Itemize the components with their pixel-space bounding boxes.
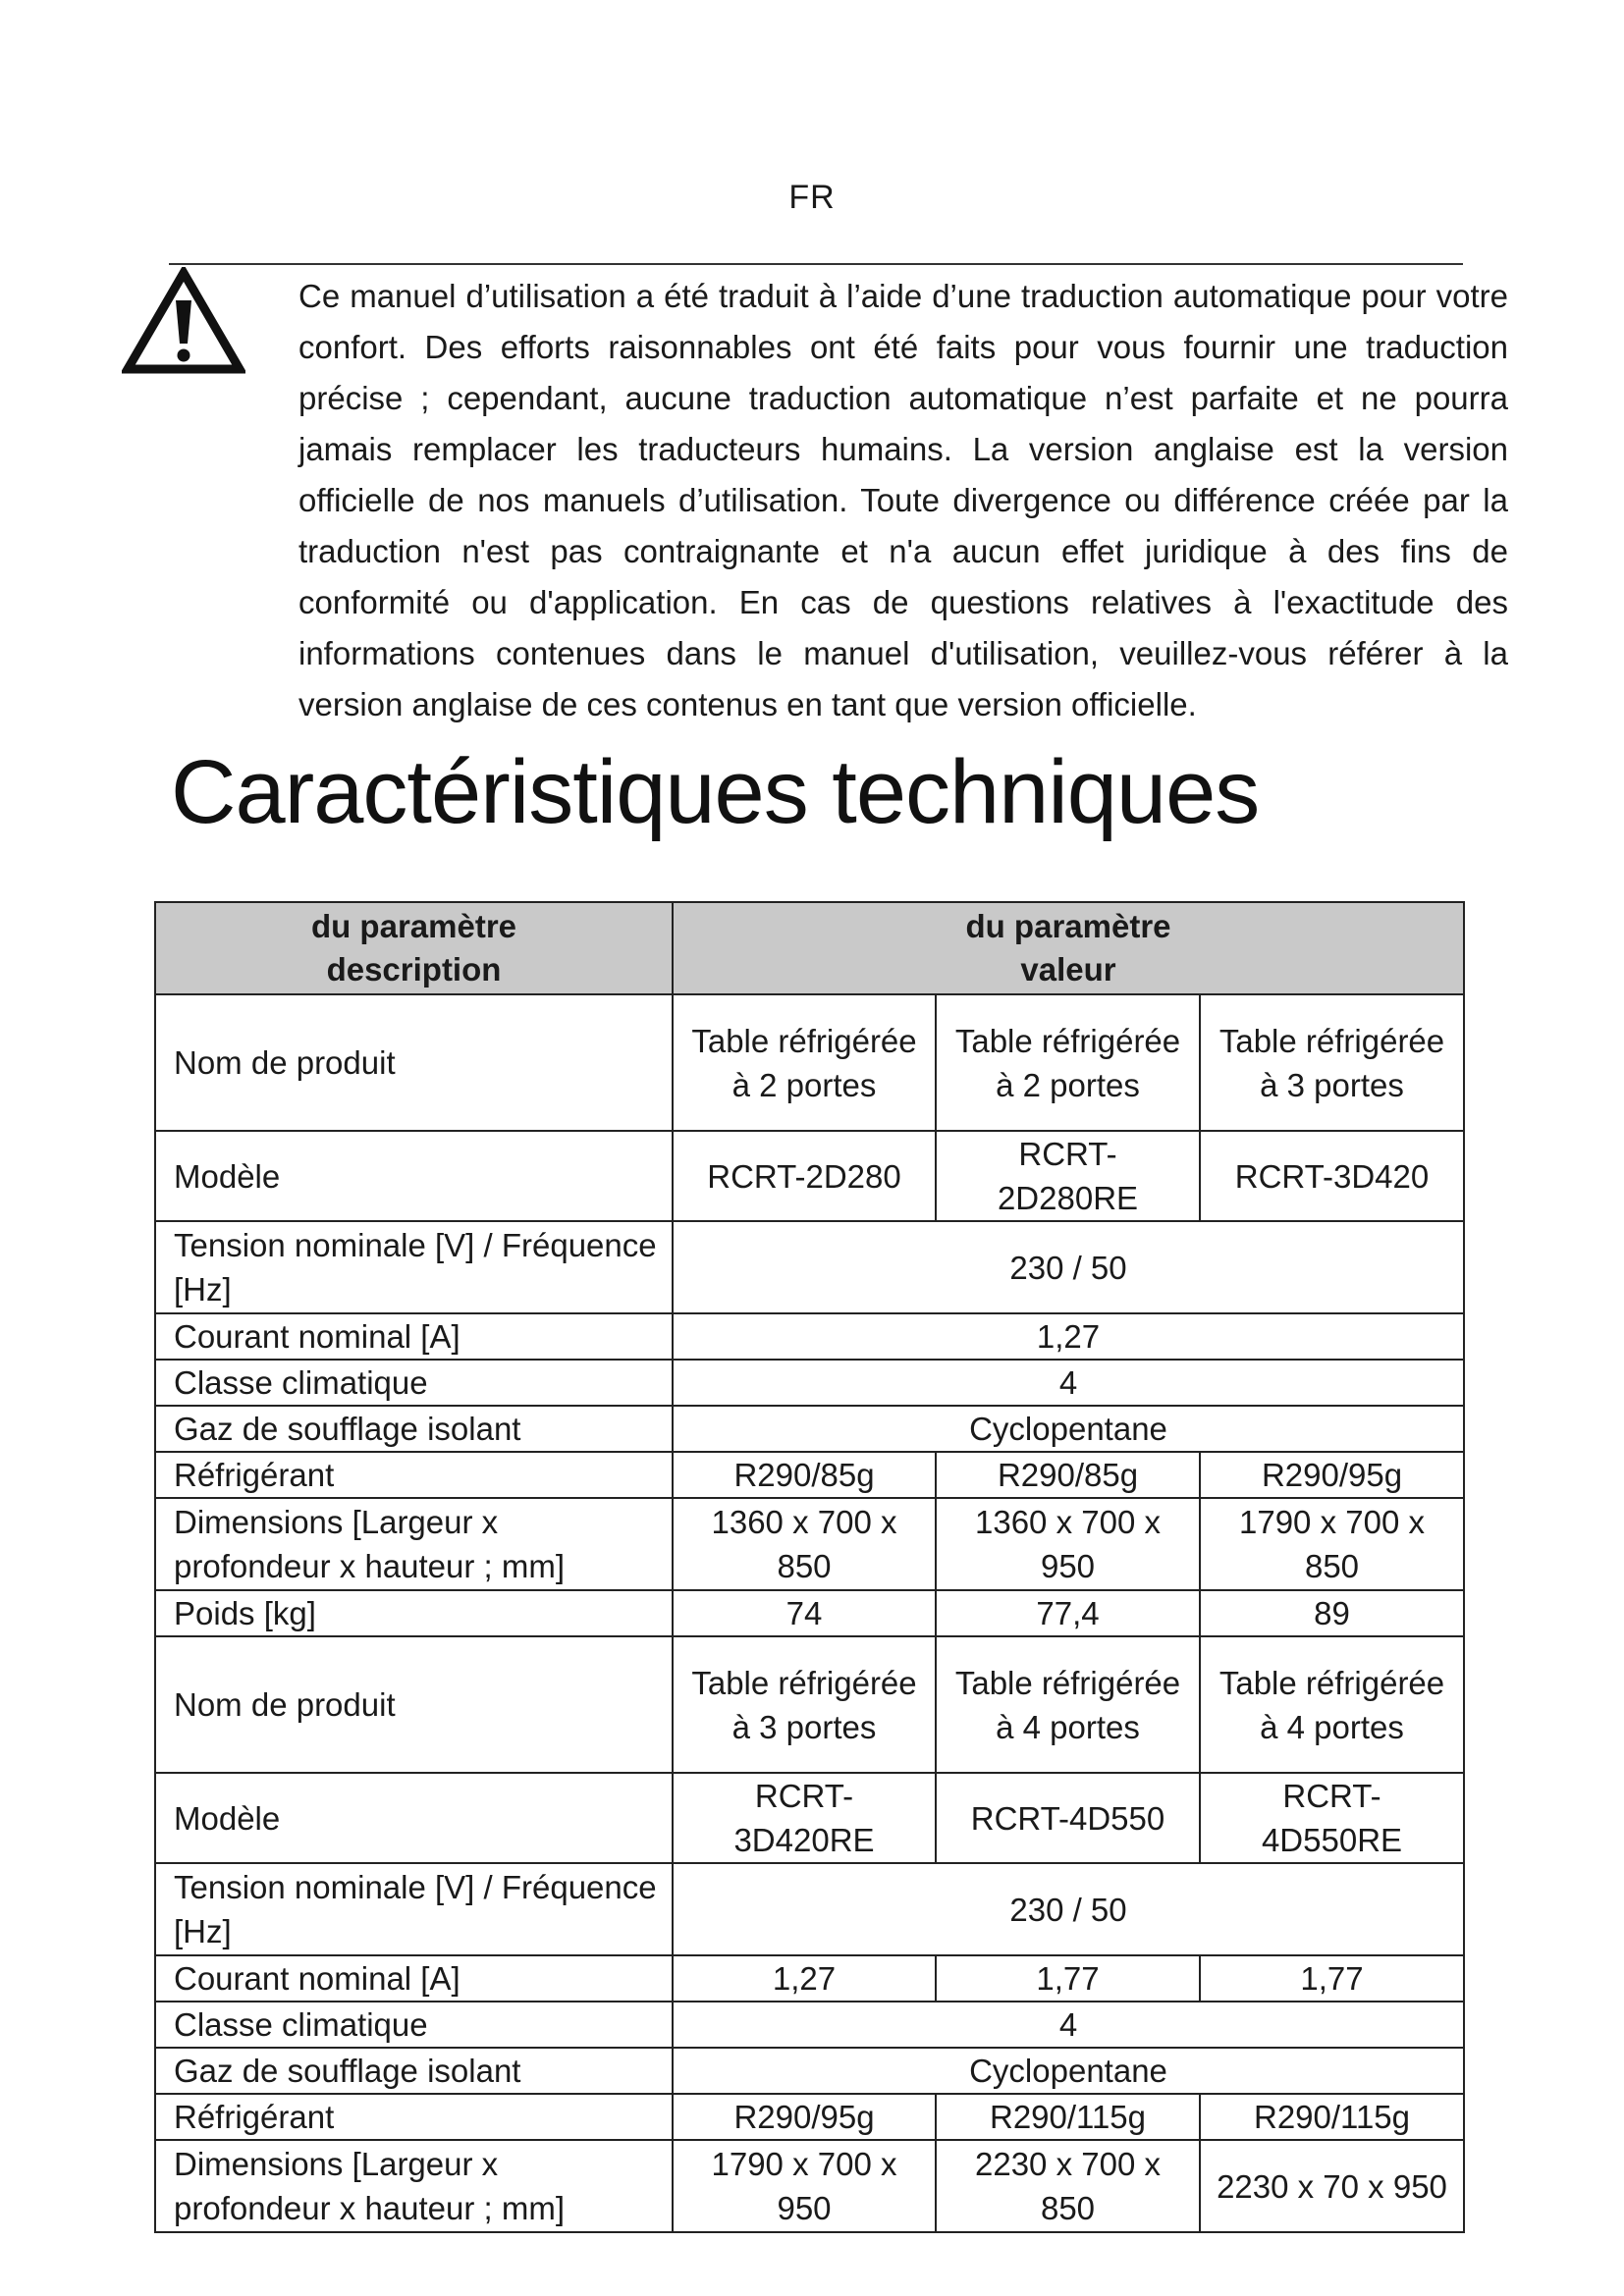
table-cell: Table réfrigérée à 3 portes: [1200, 994, 1464, 1131]
table-cell: Table réfrigérée à 4 portes: [936, 1636, 1200, 1773]
page-title: Caractéristiques techniques: [171, 742, 1260, 842]
row-label: Poids [kg]: [155, 1590, 673, 1636]
warning-icon: [122, 267, 245, 375]
table-cell: 230 / 50: [673, 1221, 1464, 1313]
table-cell: 1,77: [1200, 1955, 1464, 2002]
table-cell: Table réfrigérée à 3 portes: [673, 1636, 936, 1773]
table-cell: 1360 x 700 x 850: [673, 1498, 936, 1590]
table-row: [155, 2002, 1464, 2048]
table-cell: 77,4: [936, 1590, 1200, 1636]
translation-notice: Ce manuel d’utilisation a été traduit à l’aide d’une traduction automatique pour votre confort. Des efforts raisonnables ont été faits pour vous fournir une traduction précise ; cependant, aucune traduction automatique n’est parfaite et ne pourra jamais remplacer les traducteurs humains. La version anglaise est la version officielle de nos manuels d’utilisation. Toute divergence ou différence créée par la traduction n'est pas contraignante et n'a aucun effet juridique à des fins de conformité ou d'application. En cas de questions relatives à l'exactitude des informations contenues dans le manuel d'utilisation, veuillez-vous référer à la version anglaise de ces contenus en tant que version officielle.: [298, 278, 1508, 722]
table-cell: 1,27: [673, 1313, 1464, 1360]
table-cell: 1360 x 700 x 950: [936, 1498, 1200, 1590]
table-row: [155, 1773, 1464, 1863]
language-code: FR: [788, 179, 836, 216]
table-cell: RCRT-4D550: [936, 1773, 1200, 1863]
row-label: Gaz de soufflage isolant: [155, 1406, 673, 1452]
header-value: du paramètre valeur: [673, 902, 1464, 994]
table-cell: R290/95g: [1200, 1452, 1464, 1498]
table-cell: R290/85g: [673, 1452, 936, 1498]
table-cell: 89: [1200, 1590, 1464, 1636]
table-cell: RCRT-2D280RE: [936, 1131, 1200, 1221]
table-row: [155, 1863, 1464, 1955]
table-row: [155, 2140, 1464, 2232]
header-rule: [169, 263, 1463, 265]
row-label: Dimensions [Largeur x profondeur x hauteur ; mm]: [155, 1498, 673, 1590]
table-cell: 1790 x 700 x 950: [673, 2140, 936, 2232]
table-row: [155, 2048, 1464, 2094]
row-label: Réfrigérant: [155, 1452, 673, 1498]
table-cell: 2230 x 700 x 850: [936, 2140, 1200, 2232]
table-cell: 2230 x 70 x 950: [1200, 2140, 1464, 2232]
row-label: Réfrigérant: [155, 2094, 673, 2140]
row-label: Tension nominale [V] / Fréquence [Hz]: [155, 1863, 673, 1955]
table-cell: R290/115g: [1200, 2094, 1464, 2140]
table-row: [155, 994, 1464, 1131]
table-cell: Table réfrigérée à 2 portes: [936, 994, 1200, 1131]
table-cell: 1790 x 700 x 850: [1200, 1498, 1464, 1590]
table-cell: Table réfrigérée à 2 portes: [673, 994, 936, 1131]
table-cell: RCRT-3D420: [1200, 1131, 1464, 1221]
row-label: Classe climatique: [155, 1360, 673, 1406]
row-label: Courant nominal [A]: [155, 1955, 673, 2002]
row-label: Nom de produit: [155, 1636, 673, 1773]
table-cell: 230 / 50: [673, 1863, 1464, 1955]
table-row: [155, 1221, 1464, 1313]
table-row: [155, 1313, 1464, 1360]
table-cell: Cyclopentane: [673, 1406, 1464, 1452]
table-cell: Table réfrigérée à 4 portes: [1200, 1636, 1464, 1773]
table-row: [155, 1636, 1464, 1773]
table-row: [155, 1452, 1464, 1498]
table-cell: 1,27: [673, 1955, 936, 2002]
header-description: du paramètre description: [155, 902, 673, 994]
table-row: [155, 1360, 1464, 1406]
table-row: [155, 1498, 1464, 1590]
row-label: Courant nominal [A]: [155, 1313, 673, 1360]
table-row: [155, 1955, 1464, 2002]
row-label: Tension nominale [V] / Fréquence [Hz]: [155, 1221, 673, 1313]
row-label: Modèle: [155, 1773, 673, 1863]
row-label: Dimensions [Largeur x profondeur x hauteur ; mm]: [155, 2140, 673, 2232]
table-row: [155, 2094, 1464, 2140]
spec-table: [154, 901, 1465, 2233]
row-label: Modèle: [155, 1131, 673, 1221]
table-cell: R290/95g: [673, 2094, 936, 2140]
table-cell: R290/115g: [936, 2094, 1200, 2140]
row-label: Classe climatique: [155, 2002, 673, 2048]
table-row: [155, 1406, 1464, 1452]
table-cell: RCRT-2D280: [673, 1131, 936, 1221]
table-cell: 1,77: [936, 1955, 1200, 2002]
row-label: Nom de produit: [155, 994, 673, 1131]
table-cell: RCRT-3D420RE: [673, 1773, 936, 1863]
table-row: [155, 1590, 1464, 1636]
table-cell: R290/85g: [936, 1452, 1200, 1498]
table-cell: Cyclopentane: [673, 2048, 1464, 2094]
table-cell: RCRT-4D550RE: [1200, 1773, 1464, 1863]
table-cell: 4: [673, 2002, 1464, 2048]
row-label: Gaz de soufflage isolant: [155, 2048, 673, 2094]
table-header-row: [155, 902, 1464, 994]
table-row: [155, 1131, 1464, 1221]
table-cell: 4: [673, 1360, 1464, 1406]
table-cell: 74: [673, 1590, 936, 1636]
